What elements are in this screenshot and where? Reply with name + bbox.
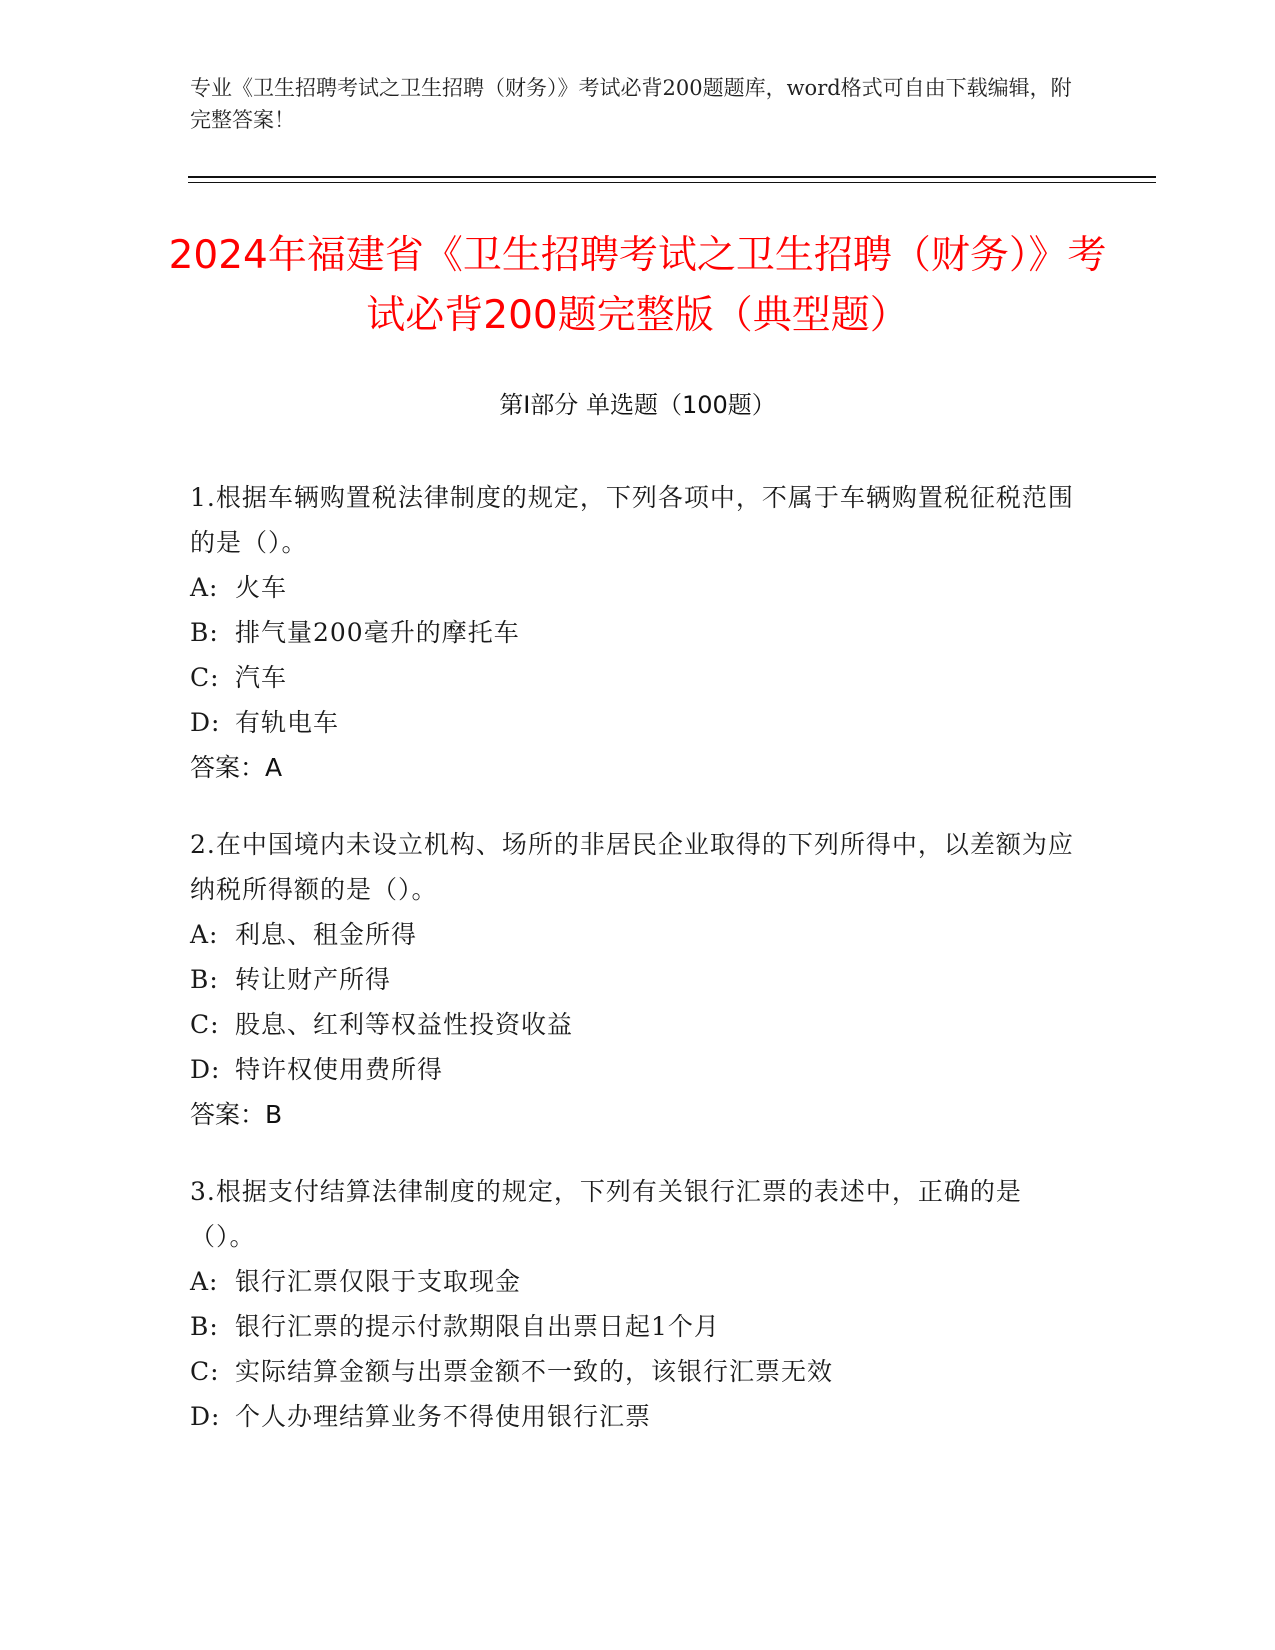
option-text: 火车 [235, 573, 288, 602]
option-text: 银行汇票仅限于支取现金 [235, 1267, 522, 1296]
option-key: D: [190, 708, 221, 737]
option-a [190, 1259, 1080, 1304]
option-key: B: [190, 618, 219, 647]
option-text: 排气量200毫升的摩托车 [235, 618, 520, 647]
question-2 [190, 822, 1080, 1137]
option-d [190, 700, 1080, 745]
option-b [190, 1304, 1080, 1349]
question-stem: 1.根据车辆购置税法律制度的规定，下列各项中，不属于车辆购置税征税范围的是（）。 [190, 483, 1074, 557]
answer-line: 答案：A [190, 753, 283, 782]
option-text: 股息、红利等权益性投资收益 [235, 1010, 574, 1039]
question-stem: 2.在中国境内未设立机构、场所的非居民企业取得的下列所得中，以差额为应纳税所得额的是（）。 [190, 830, 1074, 904]
header-note: 专业《卫生招聘考试之卫生招聘（财务）》考试必背200题题库，word格式可自由下载编辑，附完整答案！ [190, 76, 1072, 132]
option-key: C: [190, 1357, 220, 1386]
option-text: 特许权使用费所得 [235, 1055, 444, 1084]
section-title: 第I部分 单选题（100题） [499, 391, 776, 419]
question-3 [190, 1169, 1080, 1439]
option-c [190, 1349, 1080, 1394]
document-title: 2024年福建省《卫生招聘考试之卫生招聘（财务）》考试必背200题完整版（典型题） [168, 233, 1107, 338]
option-text: 个人办理结算业务不得使用银行汇票 [235, 1402, 652, 1431]
option-key: C: [190, 663, 220, 692]
question-list [190, 475, 1080, 1471]
option-d [190, 1047, 1080, 1092]
option-key: C: [190, 1010, 220, 1039]
option-key: D: [190, 1402, 221, 1431]
answer-line: 答案：B [190, 1100, 283, 1129]
header-divider-thin [188, 182, 1156, 183]
option-key: D: [190, 1055, 221, 1084]
option-text: 实际结算金额与出票金额不一致的，该银行汇票无效 [235, 1357, 834, 1386]
option-text: 利息、租金所得 [235, 920, 418, 949]
option-key: B: [190, 965, 219, 994]
option-key: A: [190, 920, 219, 949]
option-key: A: [190, 573, 219, 602]
option-a [190, 565, 1080, 610]
option-c [190, 655, 1080, 700]
option-c [190, 1002, 1080, 1047]
option-d [190, 1394, 1080, 1439]
option-key: A: [190, 1267, 219, 1296]
option-b [190, 957, 1080, 1002]
option-a [190, 912, 1080, 957]
option-text: 转让财产所得 [235, 965, 392, 994]
option-text: 有轨电车 [235, 708, 340, 737]
question-stem: 3.根据支付结算法律制度的规定，下列有关银行汇票的表述中，正确的是（）。 [190, 1177, 1022, 1251]
option-text: 银行汇票的提示付款期限自出票日起1个月 [235, 1312, 720, 1341]
header-divider [188, 176, 1156, 178]
option-text: 汽车 [235, 663, 288, 692]
question-1 [190, 475, 1080, 790]
option-b [190, 610, 1080, 655]
option-key: B: [190, 1312, 219, 1341]
